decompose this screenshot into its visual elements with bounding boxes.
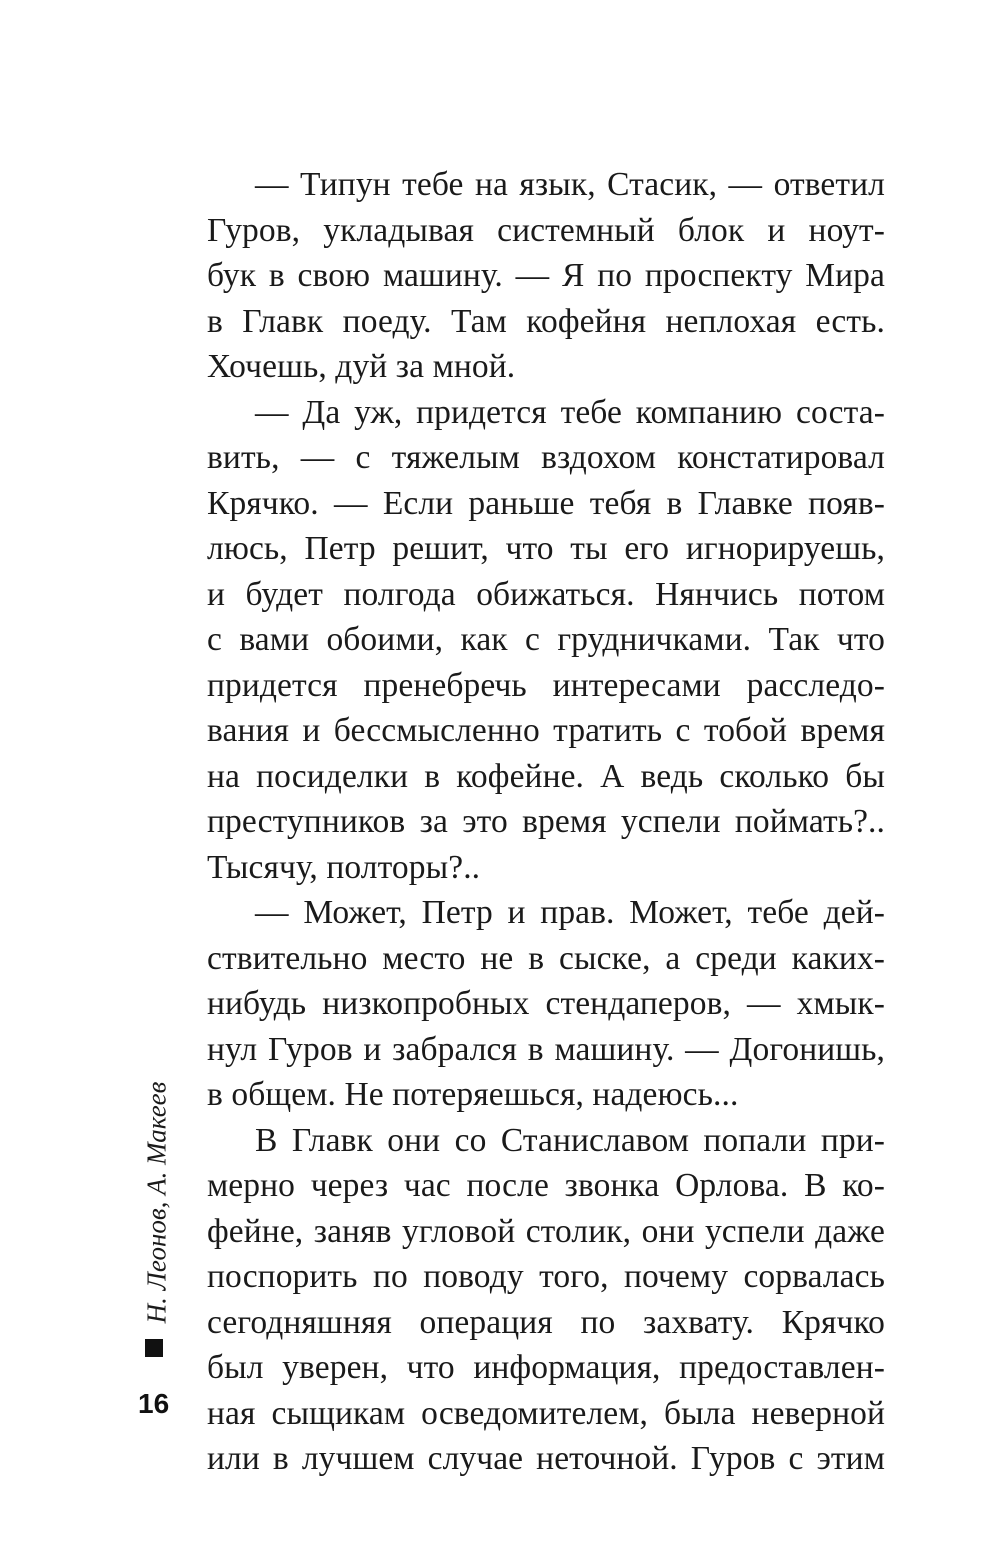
running-head-author-text: Н. Леонов, А. Макеев [141,1081,172,1323]
text-line: люсь, Петр решит, что ты его игнорируешь, [207,530,885,567]
text-line: Тысячу, полторы?.. [207,848,481,886]
text-line: вания и бессмысленно тратить с тобой время [207,712,885,749]
text-line: фейне, заняв угловой столик, они успели даже [207,1212,885,1250]
page-number: 16 [138,1388,170,1419]
text-line: Гуров, укладывая системный блок и ноут- [207,211,885,249]
text-line: нибудь низкопробных стендаперов, — хмык- [207,985,885,1022]
running-head-square-marker [145,1339,163,1357]
text-line: — Типун тебе на язык, Стасик, — ответил [255,166,885,203]
text-line: — Может, Петр и прав. Может, тебе дей- [255,894,885,931]
text-line: В Главк они со Станиславом попали при- [255,1121,885,1159]
text-line: и будет полгода обижаться. Нянчись потом [207,575,885,613]
text-line: в общем. Не потеряешься, надеюсь... [207,1076,739,1113]
text-line: ствительно место не в сыске, а среди каких- [207,939,885,977]
text-line: Крячко. — Если раньше тебя в Главке появ- [207,484,885,522]
text-line: — Да уж, придется тебе компанию соста- [255,393,885,431]
text-line: ная сыщикам осведомителем, была неверной [207,1394,885,1432]
text-line: в Главк поеду. Там кофейня неплохая есть. [207,302,885,340]
text-line: нул Гуров и забрался в машину. — Догонишь, [207,1030,885,1068]
text-line: вить, — с тяжелым вздохом констатировал [207,439,885,476]
running-head-author [137,1082,177,1322]
text-line: придется пренебречь интересами расследо- [207,666,885,704]
text-line: мерно через час после звонка Орлова. В ко- [207,1167,885,1204]
text-line: с вами обоими, как с грудничками. Так что [207,621,885,658]
text-line: преступников за это время успели поймать?.. [207,803,885,840]
text-line: поспорить по поводу того, почему сорвалась [207,1258,885,1295]
text-line: был уверен, что информация, предоставлен- [207,1349,885,1386]
text-line: на посиделки в кофейне. А ведь сколько бы [207,757,885,795]
text-line: сегодняшняя операция по захвату. Крячко [207,1303,885,1341]
text-line: или в лучшем случае неточной. Гуров с этим [207,1440,885,1477]
body-text [207,162,885,1482]
text-line: бук в свою машину. — Я по проспекту Мира [207,257,885,294]
text-line: Хочешь, дуй за мной. [207,348,516,385]
